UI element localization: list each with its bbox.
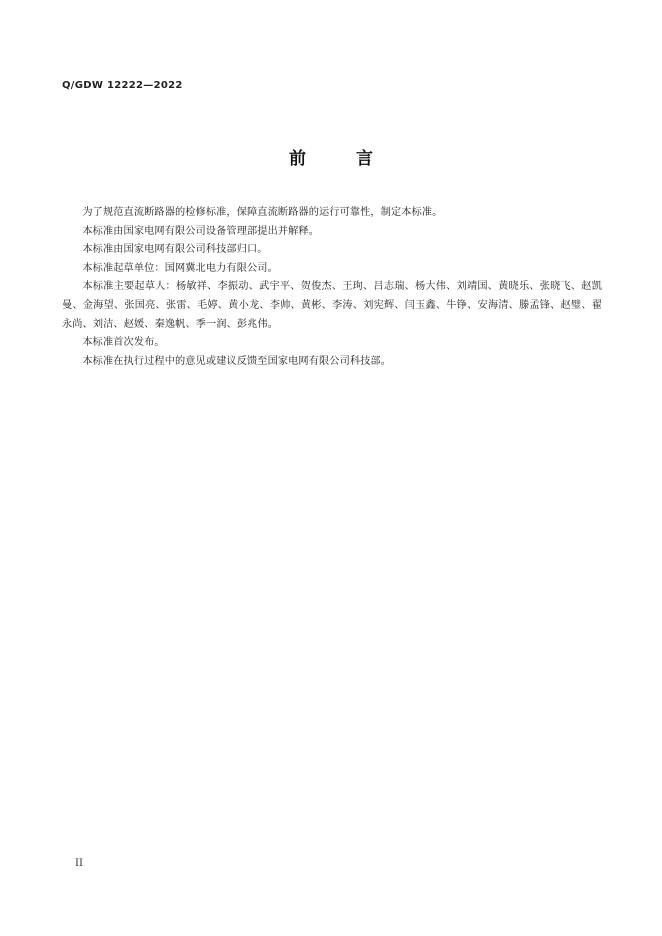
foreword-body <box>62 204 602 371</box>
paragraph-feedback: 本标准在执行过程中的意见或建议反馈至国家电网有限公司科技部。 <box>82 355 392 367</box>
paragraph-centralized: 本标准由国家电网有限公司科技部归口。 <box>82 244 268 256</box>
paragraph-drafting-unit: 本标准起草单位：国网冀北电力有限公司。 <box>82 262 278 274</box>
paragraph-first-release: 本标准首次发布。 <box>82 337 165 349</box>
paragraph-purpose: 为了规范直流断路器的检修标准，保障直流断路器的运行可靠性，制定本标准。 <box>82 207 443 218</box>
standard-code: Q/GDW 12222—2022 <box>62 80 183 91</box>
page-number: II <box>75 858 83 869</box>
paragraph-proposer: 本标准由国家电网有限公司设备管理部提出并解释。 <box>82 225 320 237</box>
paragraph-drafters: 本标准主要起草人：杨敏祥、李振动、武宇平、贺俊杰、王珣、吕志瑞、杨大伟、刘靖国、黄晓乐、张晓飞、赵凯曼、金海望、张国亮、张雷、毛婷、黄小龙、李帅、黄彬、李涛、刘宪辉、闫玉鑫、牛铮、安海清、滕孟锋、赵璧、翟永尚、刘洁、赵媛、秦逸帆、季一润、彭兆伟。 <box>62 281 602 330</box>
page-title: 前 言 <box>289 149 395 169</box>
